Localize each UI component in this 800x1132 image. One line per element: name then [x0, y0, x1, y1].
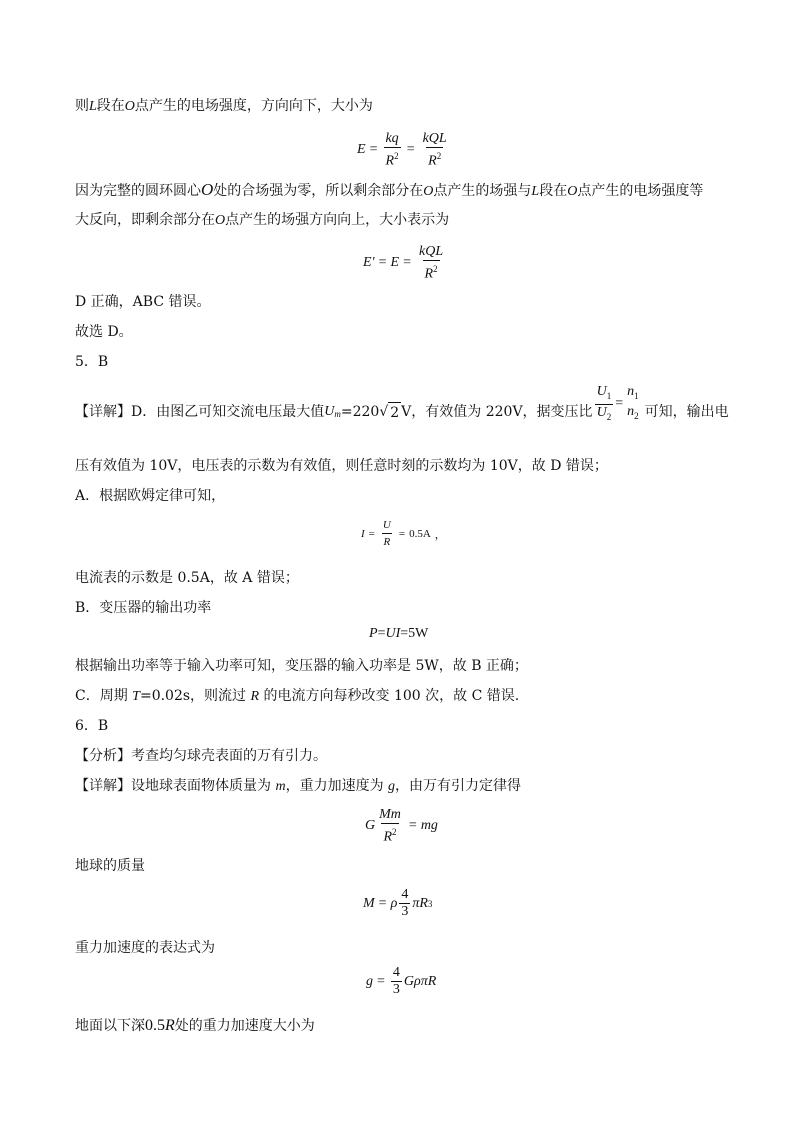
- fraction-n1-n2: [625, 385, 641, 423]
- denominator: [381, 823, 398, 845]
- subscript: 1: [606, 390, 612, 401]
- exponent: 2: [394, 151, 399, 161]
- text: C．周期: [75, 688, 133, 704]
- text: 可知，输出电: [644, 404, 729, 420]
- text: ，重力加速度为: [285, 778, 389, 794]
- numerator: kQL: [419, 244, 444, 259]
- text: 点产生的场强方向向上，大小表示为: [225, 212, 450, 228]
- denominator: 3: [392, 982, 400, 997]
- var-UI: UI: [385, 626, 401, 641]
- denominator: R: [382, 533, 393, 549]
- text-line-2: [75, 180, 703, 202]
- text-line-8: 压有效值为 10V，电压表的示数为有效值，则任意时刻的示数均为 10V，故 D 错误；: [75, 458, 608, 474]
- var-R: R: [165, 1017, 175, 1034]
- text-line-7: 【详解】D．由图乙可知交流电压最大值 U m =220 √ 2 V，有效值为 220V，据变压比 $\frac{U_1}{U_2}$ = $n_1$ $n_2$ 可知，输出电: [75, 400, 729, 424]
- number: 0.5: [145, 1017, 165, 1034]
- eq-mid: E: [390, 255, 400, 271]
- var-m: m: [275, 779, 286, 794]
- fraction: [377, 808, 403, 845]
- denominator-var: R: [385, 153, 395, 169]
- text: 段在: [539, 183, 568, 199]
- text: 处的重力加速度大小为: [174, 1018, 315, 1034]
- eq-rhs: mg: [420, 818, 438, 834]
- subscript: 1: [634, 391, 639, 401]
- var-M: M: [363, 895, 375, 911]
- punctuation: ，: [434, 527, 446, 541]
- text-line-3: [75, 210, 449, 231]
- text: 的电流方向每秒改变 100 次，故 C 错误.: [259, 688, 520, 704]
- text: 点产生的电场强度，方向向下，大小为: [134, 98, 373, 114]
- subscript: m: [334, 409, 341, 419]
- var-rho: ρ: [390, 895, 398, 911]
- var-G: G: [365, 818, 376, 834]
- var-O: O: [124, 99, 135, 114]
- text: =0.02s，则流过: [139, 688, 251, 704]
- fraction-u1-u2: [595, 385, 614, 424]
- equation-5: G $\frac{Mm}{R^2}$ = mg: [365, 807, 438, 845]
- numerator: 4: [392, 965, 400, 980]
- text-line-14: 6．B: [75, 718, 109, 734]
- text-line-4: D 正确，ABC 错误。: [75, 294, 211, 310]
- text: 处的合场强为零，所以剩余部分在: [213, 183, 424, 199]
- var-T: T: [132, 689, 140, 704]
- equation-6: M = ρ $\frac{4}{3}$ π R 3: [363, 887, 433, 919]
- text: 点产生的场强与: [433, 183, 532, 199]
- denominator-var: R: [383, 829, 393, 845]
- var-R: R: [250, 689, 260, 704]
- var-U: U: [596, 383, 607, 399]
- operator: =: [377, 626, 386, 641]
- var-g: g: [366, 973, 373, 989]
- var-g: g: [388, 779, 396, 794]
- eq-rhs: 0.5A: [409, 527, 431, 540]
- var-P: P: [369, 626, 378, 641]
- text: 【详解】设地球表面物体质量为: [75, 778, 276, 794]
- denominator-var: R: [428, 153, 437, 169]
- var-O: O: [423, 184, 434, 199]
- eq-lhs: E′: [363, 255, 375, 271]
- fraction: [381, 518, 393, 549]
- var-n: n: [627, 384, 635, 400]
- text: 因为完整的圆环圆心: [75, 183, 201, 199]
- text: ，由万有引力定律得: [395, 778, 522, 794]
- eq-lhs: I: [361, 527, 365, 540]
- denominator: 3: [401, 904, 409, 919]
- text-line-9: A．根据欧姆定律可知，: [75, 488, 226, 504]
- equation-2: E′ = E = $\frac{\text{kQL}}{R^2}$: [363, 244, 444, 282]
- text-line-16: [75, 776, 521, 797]
- text-line-13: [75, 686, 519, 707]
- text-line-17: 地球的质量: [75, 858, 145, 874]
- text-line-11: B．变压器的输出功率: [75, 600, 212, 616]
- exponent: 3: [427, 898, 433, 909]
- fraction: [417, 245, 445, 282]
- sqrt-icon: √: [379, 404, 389, 420]
- var-U: U: [324, 404, 335, 419]
- text: =220: [340, 404, 380, 420]
- numerator: 4: [401, 887, 409, 902]
- var-O: O: [201, 180, 214, 199]
- eq-rhs: =5W: [400, 626, 429, 641]
- exponent: 2: [436, 151, 442, 161]
- var-U: U: [596, 404, 607, 420]
- var-n: n: [627, 404, 635, 419]
- denominator: [426, 147, 443, 169]
- equation-7: g = $\frac{4}{3}$ GρπR: [366, 965, 437, 997]
- exponent: 2: [392, 827, 397, 837]
- var-L: L: [531, 184, 540, 199]
- text: 段在: [96, 98, 125, 114]
- text: 点产生的电场强度等: [577, 183, 704, 199]
- exponent: 2: [433, 264, 438, 274]
- eq-lhs: E: [357, 142, 366, 158]
- text: 则: [75, 98, 89, 114]
- text-line-6: 5．B: [75, 354, 109, 370]
- numerator: kq: [385, 131, 399, 146]
- text-line-5: 故选 D。: [75, 324, 133, 340]
- fraction: [383, 132, 400, 169]
- numerator: U: [382, 519, 391, 531]
- fraction: [391, 966, 402, 997]
- text: 【详解】D．由图乙可知交流电压最大值: [75, 404, 325, 420]
- subscript: 2: [606, 411, 612, 422]
- text-line-19: [75, 1016, 315, 1036]
- var-R: R: [419, 895, 428, 911]
- sqrt-value: 2: [388, 402, 401, 423]
- fraction: [421, 132, 449, 169]
- equation-1: E = $\frac{kq}{R^2}$ = $\frac{\text{kQL}}{R^2}$: [357, 131, 447, 169]
- denominator: [384, 147, 401, 169]
- subscript: 2: [634, 410, 639, 421]
- text-line-12: 根据输出功率等于输入功率可知，变压器的输入功率是 5W，故 B 正确；: [75, 658, 528, 674]
- equation-3: I = $\frac{U}{R}$ = 0.5A ，: [361, 519, 446, 548]
- var-L: L: [89, 99, 97, 114]
- fraction: [399, 888, 410, 919]
- denominator-var: R: [424, 266, 434, 282]
- text-line-18: 重力加速度的表达式为: [75, 940, 215, 956]
- var-O: O: [215, 213, 226, 228]
- text: V，有效值为 220V，据变压比: [401, 404, 593, 420]
- text: 地面以下深: [75, 1018, 145, 1034]
- var-O: O: [567, 184, 578, 199]
- text-line-15: 【分析】考查均匀球壳表面的万有引力。: [75, 748, 327, 764]
- text-line-10: 电流表的示数是 0.5A，故 A 错误；: [75, 570, 299, 586]
- numerator: Mm: [379, 807, 401, 822]
- numerator: kQL: [422, 131, 447, 146]
- expression: GρπR: [403, 973, 437, 989]
- var-pi: π: [412, 895, 420, 911]
- equation-4: [369, 626, 428, 642]
- text-line-1: [75, 96, 373, 117]
- text: 大反向，即剩余部分在: [75, 212, 215, 228]
- denominator: [423, 260, 440, 282]
